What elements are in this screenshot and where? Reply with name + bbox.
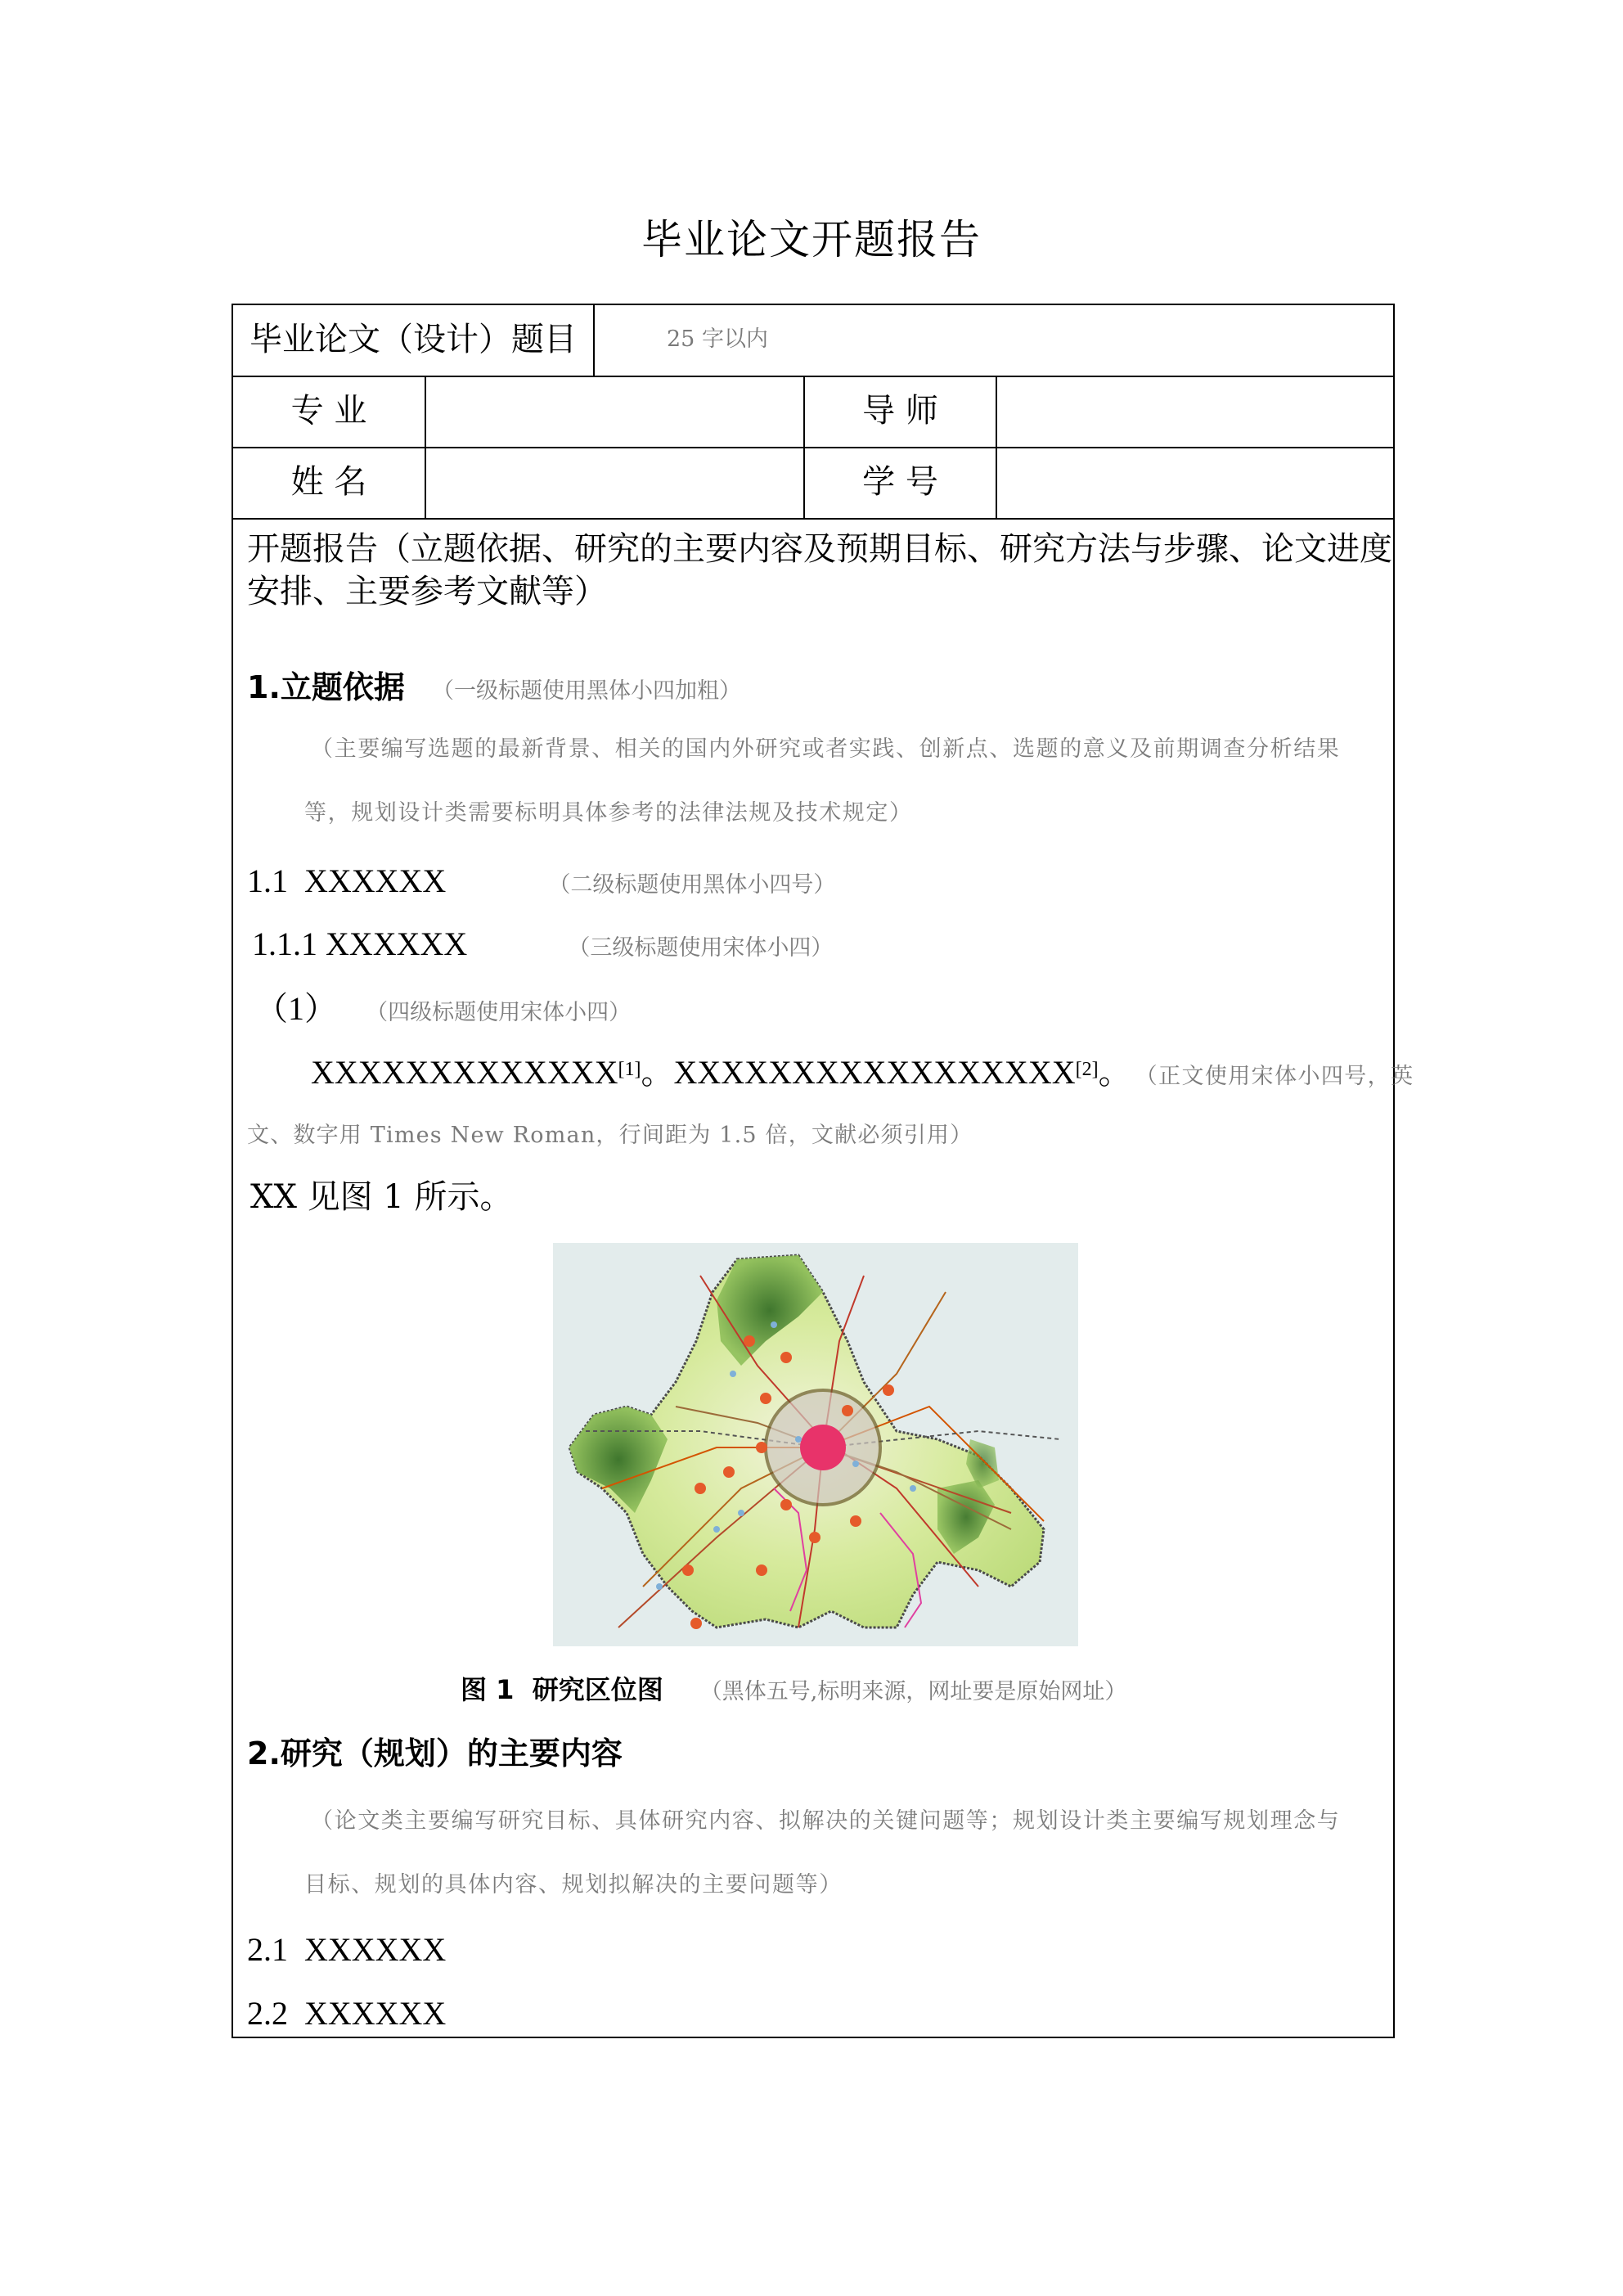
advisor-input[interactable] [997, 377, 1393, 447]
study-area-map-image [553, 1243, 1078, 1646]
table-col-divider [593, 304, 595, 376]
subsection-1-1-heading: 1.1 XXXXXX [247, 862, 447, 899]
table-border-left [232, 304, 233, 2038]
subsection-1-1-1-row [252, 924, 833, 971]
section1-heading-row [247, 667, 741, 714]
body-hint-line2: 文、数字用 Times New Roman，行间距为 1.5 倍，文献必须引用） [247, 1123, 973, 1148]
section1-note-line2: 等，规划设计类需要标明具体参考的法律法规及技术规定） [304, 800, 913, 826]
body-end: 。 [1098, 1054, 1131, 1092]
subsection-1-1-1-1-row [255, 988, 631, 1036]
figure-reference-text: XX 见图 1 所示。 [250, 1178, 513, 1216]
body-text-1: XXXXXXXXXXXXX [311, 1054, 618, 1091]
figure-caption-row [461, 1671, 1126, 1713]
figure-caption: 图 1 研究区位图 [461, 1674, 663, 1705]
subsection-1-1-1-1-hint: （四级标题使用宋体小四） [366, 1000, 632, 1025]
citation-2[interactable]: [2] [1075, 1059, 1099, 1080]
table-border-bottom [232, 2037, 1395, 2038]
citation-1[interactable]: [1] [618, 1059, 641, 1080]
student-id-label: 学 号 [862, 463, 938, 501]
table-border-right [1393, 304, 1395, 2038]
report-intro-line1: 开题报告（立题依据、研究的主要内容及预期目标、研究方法与步骤、论文进度 [247, 530, 1392, 568]
section1-heading-hint: （一级标题使用黑体小四加粗） [431, 678, 741, 704]
topic-label: 毕业论文（设计）题目 [250, 321, 577, 358]
subsection-1-1-1-heading: 1.1.1 XXXXXX [252, 925, 468, 962]
body-separator: 。 [641, 1054, 674, 1092]
subsection-1-1-1-1-heading: （1） [255, 990, 337, 1027]
subsection-1-1-1-hint: （三级标题使用宋体小四） [568, 935, 834, 961]
topic-input[interactable]: 25 字以内 [667, 326, 768, 352]
name-input[interactable] [426, 448, 803, 518]
map-illustration [553, 1243, 1078, 1646]
body-paragraph-line1 [311, 1051, 1414, 1101]
section1-heading: 1.立题依据 [247, 669, 405, 705]
subsection-2-1-heading: 2.1 XXXXXX [247, 1931, 447, 1968]
body-hint-line1: （正文使用宋体小四号，英 [1135, 1064, 1414, 1089]
major-input[interactable] [426, 377, 803, 447]
student-id-input[interactable] [997, 448, 1393, 518]
subsection-2-2-heading: 2.2 XXXXXX [247, 1995, 447, 2032]
table-border-top [232, 304, 1395, 305]
advisor-label: 导 师 [862, 392, 938, 430]
page-title: 毕业论文开题报告 [641, 216, 982, 263]
major-label: 专 业 [290, 392, 367, 430]
subsection-1-1-hint: （二级标题使用黑体小四号） [548, 872, 836, 898]
report-intro-line2: 安排、主要参考文献等） [247, 573, 607, 610]
body-text-2: XXXXXXXXXXXXXXXXX [673, 1054, 1076, 1091]
figure-caption-hint: （黑体五号,标明来源，网址要是原始网址） [699, 1679, 1127, 1704]
table-row-divider [232, 518, 1395, 520]
section1-note-line1: （主要编写选题的最新背景、相关的国内外研究或者实践、创新点、选题的意义及前期调查分析结果 [311, 736, 1341, 762]
name-label: 姓 名 [290, 463, 367, 501]
subsection-1-1-row [247, 861, 835, 908]
section2-heading: 2.研究（规划）的主要内容 [247, 1736, 623, 1772]
section2-note-line1: （论文类主要编写研究目标、具体研究内容、拟解决的关键问题等；规划设计类主要编写规划理念与 [311, 1808, 1341, 1834]
section2-note-line2: 目标、规划的具体内容、规划拟解决的主要问题等） [304, 1872, 843, 1898]
